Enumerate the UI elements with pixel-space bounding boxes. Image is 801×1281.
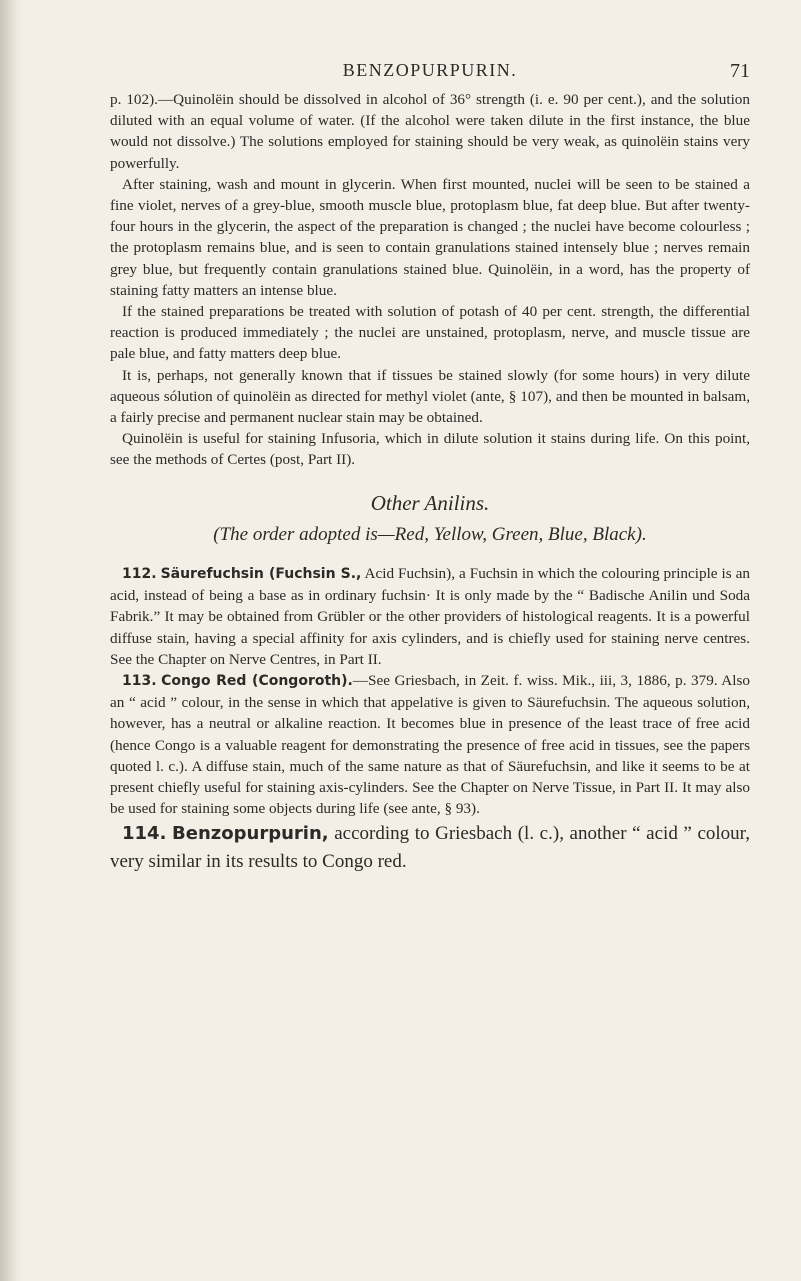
- body-text: [110, 89, 750, 876]
- entry-text: —See Griesbach, in Zeit. f. wiss. Mik., iii, 3, 1886, p. 379. Also an “ acid ” colour, in the sense in which that appelative is given to Säurefuchsin. The aqueous solution, however, has a neutral or alkaline reaction. It becomes blue in presence of the least trace of free acid (hence Congo is a valuable reagent for demonstrating the presence of free acid in tissues, see the papers quoted l. c.). A diffuse stain, much of the same nature as that of Säurefuchsin, and like it seems to be at present chiefly useful for staining axis-cylinders. See the Chapter on Nerve Tissue, in Part II. It may also be used for staining some objects during life (see ante, § 93).: [110, 672, 750, 818]
- page-number: 71: [730, 60, 750, 82]
- entry-name: Säurefuchsin (Fuchsin S.,: [160, 566, 362, 583]
- entry-114: [110, 820, 750, 876]
- paragraph: It is, perhaps, not generally known that if tissues be stained slowly (for some hours) in very dilute aqueous sólution of quinolëin as directed for methyl violet (ante, § 107), and then be mounted in balsam, a fairly precise and permanent nuclear stain may be obtained.: [110, 366, 750, 427]
- entry-113: [110, 670, 750, 819]
- section-title: Other Anilins.: [370, 490, 490, 515]
- entry-name: Benzopurpurin,: [172, 822, 329, 844]
- paragraph: p. 102).—Quinolëin should be dissolved in alcohol of 36° strength (i. e. 90 per cent.), and the solution diluted with an equal volume of water. (If the alcohol were taken dilute in the first instance, the blue would not dissolve.) The solutions employed for staining should be very weak, as quinolëin stains very powerfully.: [110, 91, 750, 172]
- page-header: [110, 60, 750, 88]
- paragraph: After staining, wash and mount in glycerin. When first mounted, nuclei will be seen to be stained a fine violet, nerves of a grey-blue, smooth muscle blue, protoplasm blue, fat deep blue. But after twenty-four hours in the glycerin, the aspect of the preparation is changed ; the nuclei have become colourless ; the protoplasm remains blue, and is seen to contain granulations stained intensely blue ; nerves remain grey blue, but frequently contain granulations stained blue. Quinolëin, in a word, has the property of staining fatty matters an intense blue.: [110, 175, 750, 299]
- entry-number: 113.: [122, 673, 157, 690]
- entry-text: Acid Fuchsin), a Fuchsin in which the colouring principle is an acid, instead of being a base as in ordinary fuchsin· It is only made by the “ Badische Anilin und Soda Fabrik.” It may be obtained from Grübler or the other providers of histological reagents. It is a powerful diffuse stain, having a special affinity for axis cylinders, and is chiefly used for staining nerve centres. See the Chapter on Nerve Centres, in Part II.: [110, 565, 750, 668]
- entry-number: 112.: [122, 566, 157, 583]
- paragraph: If the stained preparations be treated with solution of potash of 40 per cent. strength, the differential reaction is produced immediately ; the nuclei are unstained, protoplasm, nerve, and muscle tissue are pale blue, and fatty matters deep blue.: [110, 303, 750, 363]
- entry-number: 114.: [122, 822, 167, 844]
- entry-name: Congo Red (Congoroth).: [161, 673, 353, 690]
- entry-112: [110, 563, 750, 670]
- entry-text: according to Griesbach (l. c.), another “ acid ” colour, very similar in its results to Congo red.: [110, 822, 750, 872]
- page-gutter-shadow: [0, 0, 22, 1281]
- paragraph: Quinolëin is useful for staining Infusoria, which in dilute solution it stains during life. On this point, see the methods of Certes (post, Part II).: [110, 430, 750, 469]
- running-title: BENZOPURPURIN.: [342, 60, 518, 80]
- section-subtitle: (The order adopted is—Red, Yellow, Green, Blue, Black).: [213, 523, 647, 545]
